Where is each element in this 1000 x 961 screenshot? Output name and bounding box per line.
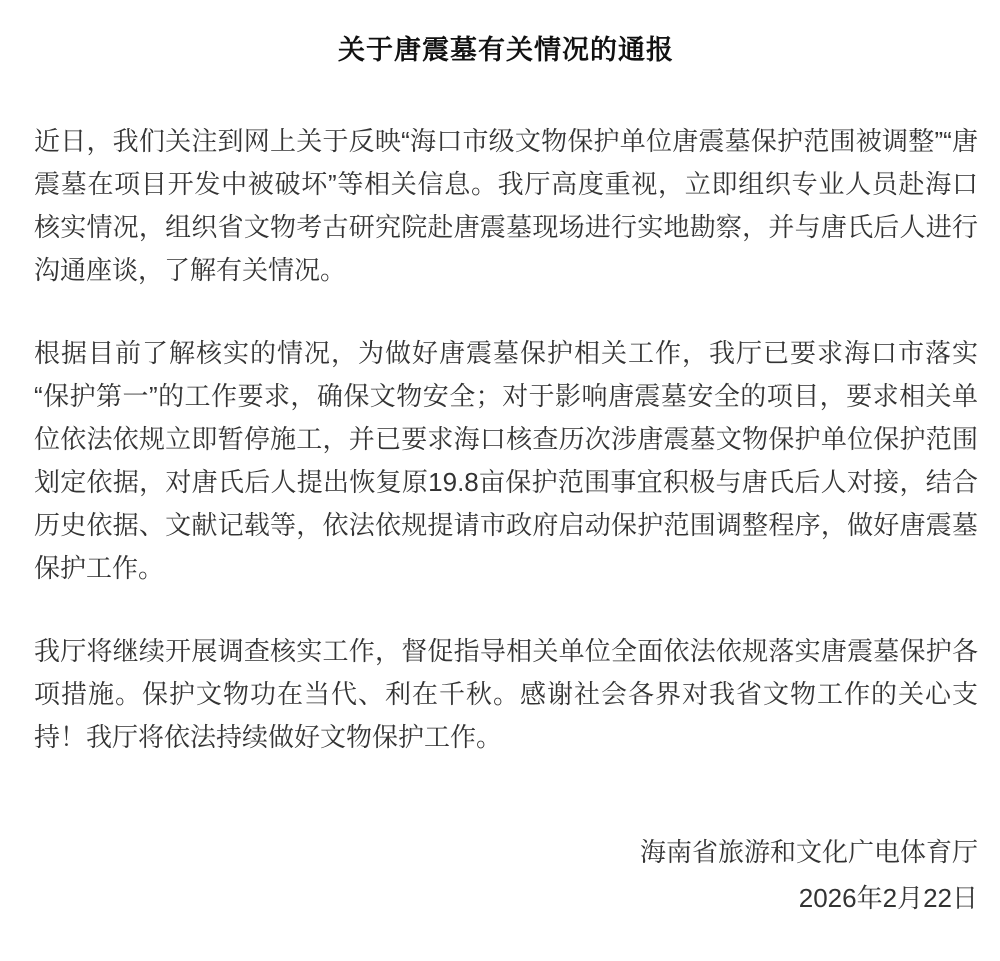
signature-block (34, 829, 978, 921)
notice-body (34, 120, 978, 759)
notice-paragraph-3: 我厅将继续开展调查核实工作，督促指导相关单位全面依法依规落实唐震墓保护各项措施。保护文物功在当代、利在千秋。感谢社会各界对我省文物工作的关心支持！我厅将依法持续做好文物保护工作。 (34, 636, 978, 752)
notice-title: 关于唐震墓有关情况的通报 (338, 35, 674, 65)
notice-paragraph-2: 根据目前了解核实的情况，为做好唐震墓保护相关工作，我厅已要求海口市落实“保护第一”的工作要求，确保文物安全；对于影响唐震墓安全的项目，要求相关单位依法依规立即暂停施工，并已要求海口核查历次涉唐震墓文物保护单位保护范围划定依据，对唐氏后人提出恢复原19.8亩保护范围事宜积极与唐氏后人对接，结合历史依据、文献记载等，依法依规提请市政府启动保护范围调整程序，做好唐震墓保护工作。 (34, 338, 978, 583)
notice-paragraph-1: 近日，我们关注到网上关于反映“海口市级文物保护单位唐震墓保护范围被调整”“唐震墓在项目开发中被破坏”等相关信息。我厅高度重视，立即组织专业人员赴海口核实情况，组织省文物考古研究院赴唐震墓现场进行实地勘察，并与唐氏后人进行沟通座谈，了解有关情况。 (34, 126, 978, 285)
signature-date: 2026年2月22日 (798, 883, 978, 913)
signature-organization: 海南省旅游和文化广电体育厅 (639, 837, 978, 867)
